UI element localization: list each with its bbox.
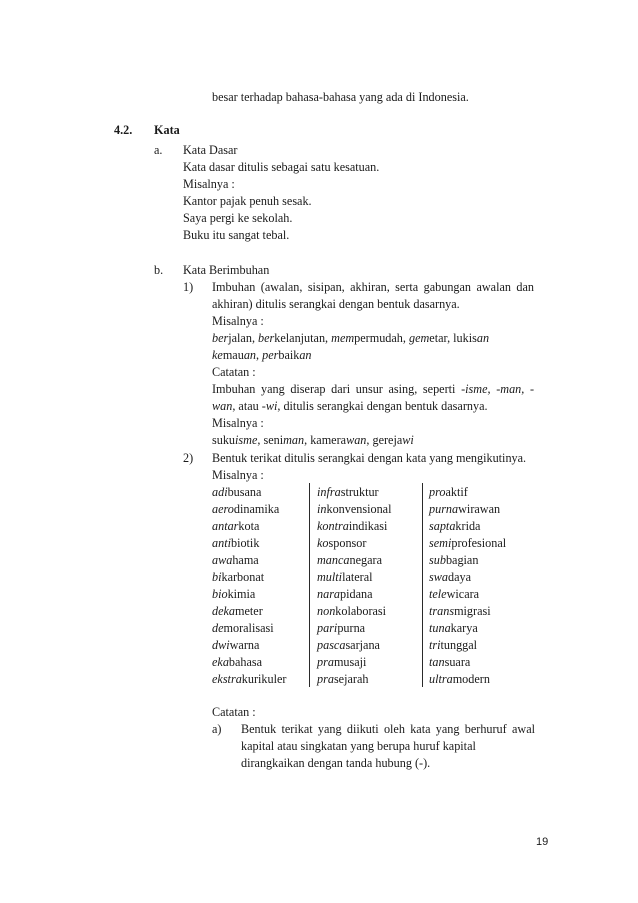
kata-dasar-rule: Kata dasar ditulis sebagai satu kesatuan. [183, 160, 380, 174]
table-cell: purnawirawan [429, 502, 501, 516]
example-word: mempermudah [331, 331, 403, 345]
example-word: kamerawan [310, 433, 367, 447]
table-cell: inkonvensional [317, 502, 392, 516]
section-number: 4.2. [114, 123, 133, 137]
kata-dasar-example: Saya pergi ke sekolah. [183, 211, 293, 225]
catatan-2-label: Catatan : [212, 705, 256, 719]
item-1-examples-line: kemauan, perbaikan [212, 348, 312, 362]
catatan-line: wan, atau -wi, ditulis serangkai dengan bentuk dasarnya. [212, 399, 488, 413]
item-1-marker: 1) [183, 280, 194, 294]
table-cell: pramusaji [317, 655, 367, 669]
table-cell: adibusana [212, 485, 262, 499]
table-cell: mancanegara [317, 553, 382, 567]
table-cell: proaktif [429, 485, 468, 499]
example-word: gemetar [408, 331, 448, 345]
item-1-misalnya: Misalnya : [212, 314, 264, 328]
section-title: Kata [154, 123, 180, 137]
table-cell: dwiwarna [212, 638, 260, 652]
table-cell: tunakarya [429, 621, 478, 635]
table-cell: tansuara [429, 655, 471, 669]
continuation-line: besar terhadap bahasa-bahasa yang ada di Indonesia. [212, 90, 469, 104]
table-cell: subbagian [429, 553, 479, 567]
item-1-examples-line: berjalan, berkelanjutan, mempermudah, gemetar, lukisan [212, 331, 490, 345]
table-cell: ekstrakurikuler [212, 672, 287, 686]
table-cell: ultramodern [429, 672, 490, 686]
catatan-misalnya: Misalnya : [212, 416, 264, 430]
kata-dasar-example: Buku itu sangat tebal. [183, 228, 290, 242]
item-2-text: Bentuk terikat ditulis serangkai dengan kata yang mengikutinya. [212, 451, 527, 465]
table-cell: tritunggal [429, 638, 478, 652]
example-word: lukisan [453, 331, 490, 345]
example-word: berjalan [212, 331, 252, 345]
table-cell: dekameter [212, 604, 263, 618]
example-word: sukuisme [212, 433, 258, 447]
item-1-text-line: Imbuhan (awalan, sisipan, akhiran, serta gabungan awalan dan [212, 280, 534, 294]
table-cell: transmigrasi [429, 604, 491, 618]
item-1-text-line: akhiran) ditulis serangkai dengan bentuk dasarnya. [212, 297, 460, 311]
table-cell: paripurna [317, 621, 366, 635]
page-number: 19 [536, 836, 549, 848]
kata-dasar-misalnya: Misalnya : [183, 177, 235, 191]
kata-dasar-example: Kantor pajak penuh sesak. [183, 194, 312, 208]
subsection-b-title: Kata Berimbuhan [183, 263, 270, 277]
table-cell: awahama [212, 553, 259, 567]
table-cell: ekabahasa [212, 655, 263, 669]
table-cell: kosponsor [317, 536, 367, 550]
example-word: perbaikan [262, 348, 312, 362]
table-column-divider [422, 483, 423, 687]
table-cell: antarkota [212, 519, 260, 533]
catatan-2-a-line: dirangkaikan dengan tanda hubung (-). [241, 756, 431, 770]
catatan-examples-line: sukuisme, seniman, kamerawan, gerejawi [212, 433, 414, 447]
table-cell: infrastruktur [317, 485, 379, 499]
example-word: kemauan [212, 348, 256, 362]
table-cell: prasejarah [317, 672, 369, 686]
table-cell: bikarbonat [212, 570, 265, 584]
table-cell: narapidana [317, 587, 373, 601]
table-cell: antibiotik [212, 536, 260, 550]
example-word: gerejawi [372, 433, 414, 447]
table-cell: biokimia [212, 587, 256, 601]
catatan-label: Catatan : [212, 365, 256, 379]
catatan-2-a-line: kapital atau singkatan yang berupa huruf kapital [241, 739, 476, 753]
example-word: berkelanjutan [258, 331, 326, 345]
table-column-divider [309, 483, 310, 687]
item-2-misalnya: Misalnya : [212, 468, 264, 482]
item-2-marker: 2) [183, 451, 194, 465]
catatan-2-a-line: Bentuk terikat yang diikuti oleh kata yang berhuruf awal [241, 722, 535, 736]
table-cell: kontraindikasi [317, 519, 388, 533]
subsection-a-title: Kata Dasar [183, 143, 238, 157]
table-cell: swadaya [429, 570, 471, 584]
table-cell: pascasarjana [317, 638, 380, 652]
catatan-line: Imbuhan yang diserap dari unsur asing, seperti -isme, -man, - [212, 382, 535, 396]
catatan-2-a-marker: a) [212, 722, 222, 736]
table-cell: multilateral [317, 570, 373, 584]
subsection-a-marker: a. [154, 143, 163, 157]
table-cell: demoralisasi [212, 621, 274, 635]
table-cell: telewicara [429, 587, 480, 601]
table-cell: saptakrida [429, 519, 481, 533]
table-cell: semiprofesional [429, 536, 507, 550]
subsection-b-marker: b. [154, 263, 164, 277]
table-cell: nonkolaborasi [317, 604, 387, 618]
table-cell: aerodinamika [212, 502, 280, 516]
example-word: seniman [263, 433, 305, 447]
